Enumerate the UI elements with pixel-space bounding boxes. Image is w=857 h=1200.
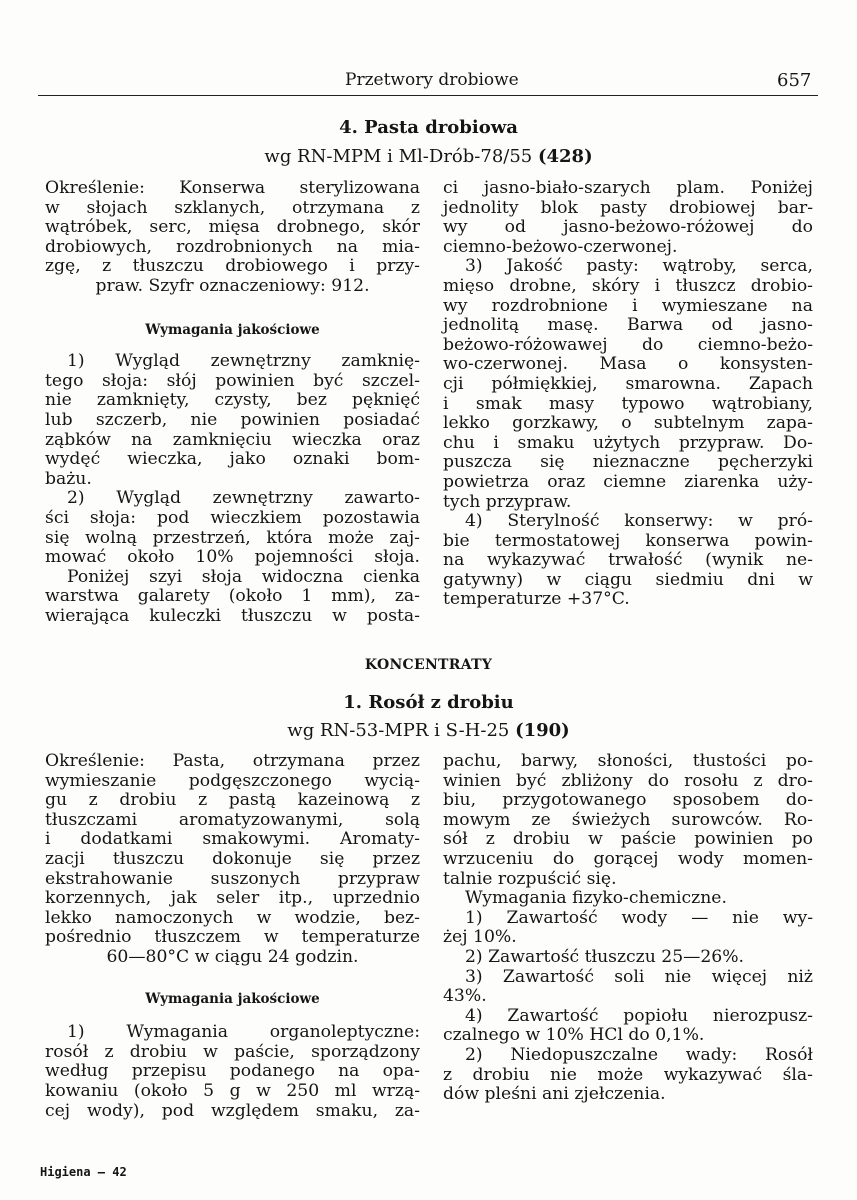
text-line: nie zamknięty, czysty, bez pęknięć xyxy=(45,390,420,411)
text-line: z drobiu nie może wykazywać śla- xyxy=(443,1064,813,1085)
text-line: według przepisu podanego na opa- xyxy=(45,1061,420,1082)
text-line: wo-czerwonej. Masa o konsysten- xyxy=(443,354,813,375)
text-line: Wymagania fizyko-chemiczne. xyxy=(465,888,727,909)
section2-right-column xyxy=(443,752,813,1105)
text-line: wrzuceniu do gorącej wody momen- xyxy=(443,848,813,869)
section-title: 4. Pasta drobiowa xyxy=(339,117,518,138)
text-line: puszcza się nieznaczne pęcherzyki xyxy=(443,452,813,473)
text-line: zgę, z tłuszczu drobiowego i przy- xyxy=(45,256,420,277)
text-line: wątróbek, serc, mięsa drobnego, skór xyxy=(45,217,420,238)
text-line: lub szczerb, nie powinien posiadać xyxy=(45,409,420,430)
footer-signature-mark: Higiena — 42 xyxy=(40,1165,127,1179)
category-heading: KONCENTRATY xyxy=(364,657,493,673)
section-subtitle xyxy=(0,146,857,167)
text-line: 1) Wymagania organoleptyczne: xyxy=(67,1022,420,1043)
text-line: 2) Zawartość tłuszczu 25—26%. xyxy=(465,946,744,967)
text-line: Poniżej szyi słoja widoczna cienka xyxy=(67,566,420,587)
text-line: praw. Szyfr oznaczeniowy: 912. xyxy=(95,275,370,296)
text-line: chu i smaku użytych przypraw. Do- xyxy=(443,432,813,453)
text-line: korzennych, jak seler itp., uprzednio xyxy=(45,888,420,909)
text-line: bażu. xyxy=(45,468,92,489)
text-line: mięso drobne, skóry i tłuszcz drobio- xyxy=(443,275,813,296)
text-line: Określenie: Konserwa sterylizowana xyxy=(45,178,420,198)
subtitle-number: (190) xyxy=(515,720,570,741)
section1-right-column xyxy=(443,179,813,610)
subheading: Wymagania jakościowe xyxy=(145,990,320,1007)
text-line: 4) Zawartość popiołu nierozpusz- xyxy=(465,1005,813,1026)
text-line: 3) Jakość pasty: wątroby, serca, xyxy=(465,256,813,277)
text-line: tych przypraw. xyxy=(443,491,572,512)
text-line: i smak masy typowo wątrobiany, xyxy=(443,393,813,414)
text-line: zacji tłuszczu dokonuje się przez xyxy=(45,848,420,869)
text-line: w słojach szklanych, otrzymana z xyxy=(45,197,420,218)
section-title: 1. Rosół z drobiu xyxy=(343,692,514,713)
text-line: gatywny) w ciągu siedmiu dni w xyxy=(443,569,813,590)
text-line: 2) Wygląd zewnętrzny zawarto- xyxy=(67,488,420,509)
text-line: tego słoja: słój powinien być szczel- xyxy=(45,370,420,391)
text-line: lekko gorzkawy, o subtelnym zapa- xyxy=(443,413,813,434)
text-line: czalnego w 10% HCl do 0,1%. xyxy=(443,1025,705,1046)
text-line: Określenie: Pasta, otrzymana przez xyxy=(45,751,420,771)
text-line: 3) Zawartość soli nie więcej niż xyxy=(465,966,813,987)
text-line: warstwa galarety (około 1 mm), za- xyxy=(45,586,420,607)
text-line: drobiowych, rozdrobnionych na mia- xyxy=(45,236,420,257)
text-line: gu z drobiu z pastą kazeinową z xyxy=(45,790,420,811)
text-line: na wykazywać trwałość (wynik ne- xyxy=(443,550,813,571)
subtitle-standard: wg RN-MPM i Ml-Drób-78/55 xyxy=(264,146,533,167)
text-line: wy rozdrobnione i wymieszane na xyxy=(443,295,813,316)
text-line: beżowo-różowawej do ciemno-beżo- xyxy=(443,334,813,355)
text-line: wierająca kuleczki tłuszczu w posta- xyxy=(45,605,420,626)
text-line: mowym ze świeżych surowców. Ro- xyxy=(443,809,813,830)
running-header-title: Przetwory drobiowe xyxy=(345,70,519,90)
section1-left-column xyxy=(45,179,420,626)
text-line: talnie rozpuścić się. xyxy=(443,868,617,889)
text-line: temperaturze +37°C. xyxy=(443,589,630,610)
text-line: 1) Zawartość wody — nie wy- xyxy=(465,907,813,928)
text-line: dów pleśni ani zjełczenia. xyxy=(443,1084,666,1105)
section2-left-column xyxy=(45,752,420,1121)
text-line: lekko namoczonych w wodzie, bez- xyxy=(45,907,420,928)
text-line: wy od jasno-beżowo-różowej do xyxy=(443,217,813,238)
text-line: kowaniu (około 5 g w 250 ml wrzą- xyxy=(45,1080,420,1101)
section-subtitle xyxy=(0,720,857,741)
text-line: rosół z drobiu w paście, sporządzony xyxy=(45,1041,420,1062)
text-line: żej 10%. xyxy=(443,927,517,948)
text-line: ciemno-beżowo-czerwonej. xyxy=(443,236,678,257)
text-line: jednolity blok pasty drobiowej bar- xyxy=(443,197,813,218)
text-line: wydęć wieczka, jako oznaki bom- xyxy=(45,449,420,470)
text-line: ci jasno-biało-szarych plam. Poniżej xyxy=(443,178,813,198)
text-line: 43%. xyxy=(443,986,487,1007)
text-line: cej wody), pod względem smaku, za- xyxy=(45,1100,420,1121)
subtitle-standard: wg RN-53-MPR i S-H-25 xyxy=(287,720,510,741)
text-line: 60—80°C w ciągu 24 godzin. xyxy=(106,946,359,967)
text-line: winien być zbliżony do rosołu z dro- xyxy=(443,770,813,791)
page-number: 657 xyxy=(777,70,812,91)
text-line: wymieszanie podgęszczonego wycią- xyxy=(45,770,420,791)
text-line: biu, przygotowanego sposobem do- xyxy=(443,790,813,811)
text-line: ekstrahowanie suszonych przypraw xyxy=(45,868,420,889)
text-line: 4) Sterylność konserwy: w pró- xyxy=(465,511,813,532)
text-line: sół z drobiu w paście powinien po xyxy=(443,829,813,850)
text-line: ści słoja: pod wieczkiem pozostawia xyxy=(45,507,420,528)
text-line: mować około 10% pojemności słoja. xyxy=(45,547,420,568)
text-line: pachu, barwy, słoności, tłustości po- xyxy=(443,751,813,771)
text-line: jednolitą masę. Barwa od jasno- xyxy=(443,315,813,336)
text-line: się wolną przestrzeń, która może zaj- xyxy=(45,527,420,548)
subtitle-number: (428) xyxy=(537,146,593,167)
text-line: powietrza oraz ciemne ziarenka uży- xyxy=(443,471,813,492)
text-line: cji półmiękkiej, smarowna. Zapach xyxy=(443,373,813,394)
text-line: 2) Niedopuszczalne wady: Rosół xyxy=(465,1044,813,1065)
subheading: Wymagania jakościowe xyxy=(145,321,320,338)
text-line: pośrednio tłuszczem w temperaturze xyxy=(45,927,420,948)
text-line: tłuszczami aromatyzowanymi, solą xyxy=(45,809,420,830)
text-line: bie termostatowej konserwa powin- xyxy=(443,530,813,551)
text-line: i dodatkami smakowymi. Aromaty- xyxy=(45,829,420,850)
header-rule xyxy=(38,95,818,96)
text-line: 1) Wygląd zewnętrzny zamknię- xyxy=(67,351,420,372)
text-line: ząbków na zamknięciu wieczka oraz xyxy=(45,429,420,450)
